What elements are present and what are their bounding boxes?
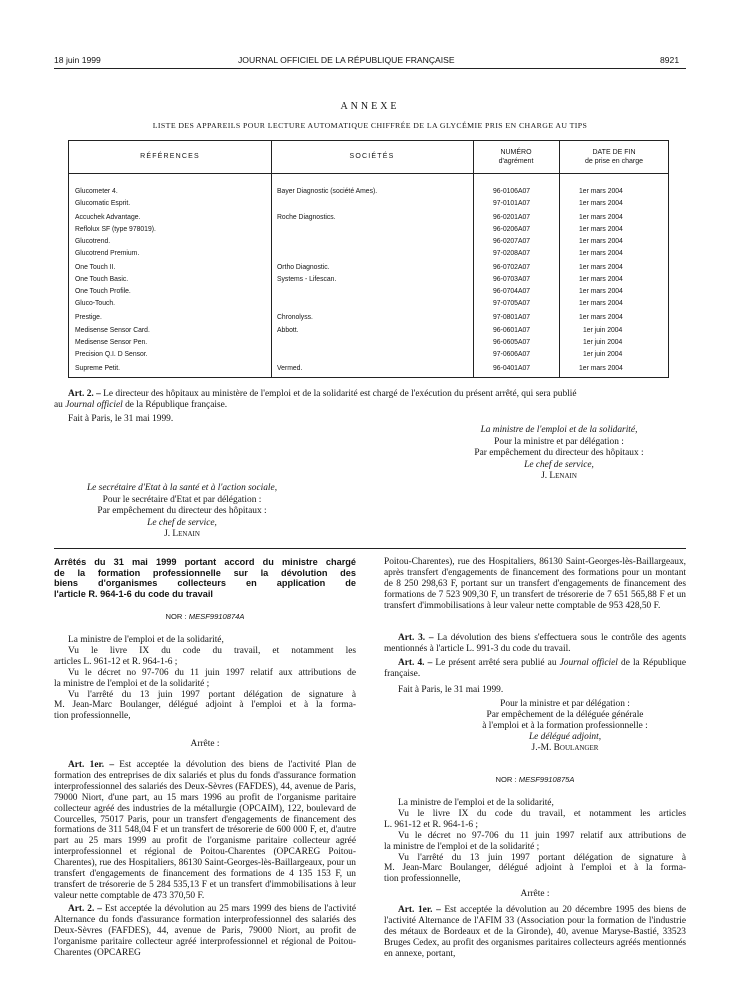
- societe-cell: Roche Diagnostics.: [277, 212, 336, 221]
- date-cell: 1er juin 2004: [583, 337, 623, 346]
- ref-cell: Supreme Petit.: [75, 363, 120, 372]
- page-number: 8921: [660, 55, 680, 65]
- nor-code: MESF9910874A: [188, 612, 245, 621]
- date-cell: 1er mars 2004: [579, 198, 623, 207]
- column-header-numero-line1: NUMÉRO: [500, 149, 532, 156]
- ref-cell: Glucotrend Premium.: [75, 248, 140, 257]
- column-header-numero: [473, 148, 559, 166]
- visa-line: La ministre de l'emploi et de la solidarité,: [68, 635, 224, 645]
- visa-line: M. Jean-Marc Boulanger, délégué adjoint à l'emploi et à la forma-: [384, 863, 686, 874]
- article-label: Art. 1er. –: [398, 905, 441, 915]
- article-text: de la République française.: [384, 658, 687, 679]
- signature-block-secretaire: [54, 483, 310, 541]
- numero-cell: 97-0101A07: [493, 198, 531, 207]
- table-divider: [473, 141, 474, 377]
- arrete-word-2: Arrête :: [520, 889, 550, 899]
- header-rule: [54, 68, 686, 69]
- column-header-date: [559, 148, 669, 166]
- sig-line: Par empêchement du directeur des hôpitaux :: [97, 506, 267, 516]
- sig-title: La ministre de l'emploi et de la solidarité,: [480, 425, 638, 435]
- sig-line: Pour le secrétaire d'Etat et par délégation :: [102, 494, 262, 505]
- arrete-title-line: biens d'organismes collecteurs en application de: [54, 578, 356, 589]
- numero-cell: 96-0401A07: [493, 363, 531, 372]
- article-1-paragraph: [54, 760, 356, 902]
- visa-line: la ministre de l'emploi et de la solidarité ;: [384, 841, 540, 852]
- ref-cell: Medisense Sensor Card.: [75, 325, 150, 334]
- societe-cell: Ortho Diagnostic.: [277, 262, 330, 271]
- visa-line: articles L. 961-12 et R. 964-1-6 ;: [54, 656, 178, 667]
- numero-cell: 97-0208A07: [493, 248, 531, 257]
- ref-cell: One Touch Basic.: [75, 274, 129, 283]
- fait-a-paris-1: Fait à Paris, le 31 mai 1999.: [68, 414, 174, 424]
- date-cell: 1er juin 2004: [583, 349, 623, 358]
- arrete-word-1: Arrête :: [190, 739, 220, 749]
- arrete-title-line: de la formation professionnelle sur la dévolution des: [54, 567, 356, 578]
- sig-name: J.-M. Boulanger: [531, 743, 599, 753]
- numero-cell: 96-0201A07: [493, 212, 531, 221]
- article-2-continued: Poitou-Charentes), rue des Hospitaliers, 86130 Saint-Georges-lès-Baillargeaux, après transfert d'engagements de financement des formations pour un montant de 8 250 298,63 F, portant sur un transfert d'engagements de financement des formations de 7 523 909,30 F, un transfert de trésorerie de 7 651 565,88 F et un transfert d'immobilisations à leur valeur nette comptable de 953 428,50 F.: [384, 557, 686, 611]
- arrete-title-line: Arrêtés du 31 mai 1999 portant accord du ministre chargé: [54, 557, 356, 567]
- numero-cell: 96-0702A07: [493, 262, 531, 271]
- article-text: Est acceptée la dévolution des biens de l'activité Plan de formation des entreprises de dix salariés et plus du fonds d'assurance formation interprofessionnel des salariés des Deux-Sèvres (FAFDES), 44, avenue de Paris, 79000 Niort, d'une part, au 15 mars 1996 au profit de l'organisme paritaire collecteur agréé des industries de la métallurgie (OPCAIM), 122, boulevard de Courcelles, 75017 Paris, pour un transfert d'engagements de financement des formations de 311 548,04 F et un transfert de trésorerie de 600 000 F, et, d'autre part au 25 mars 1999 au profit de l'organisme paritaire collecteur agréé interprofessionnel et régional de Poitou-Charentes (OPCAREG Poitou-Charentes), rue des Hospitaliers, 86130 Saint-Georges-lès-Baillargeaux, pour un transfert d'engagements de financement des formations de 4 135 153 F, un transfert de trésorerie de 5 284 535,13 F et un transfert d'immobilisations à leur valeur nette comptable de 473 370,50 F.: [54, 760, 357, 901]
- table-divider: [271, 141, 272, 377]
- date-cell: 1er mars 2004: [579, 212, 623, 221]
- ref-cell: Accuchek Advantage.: [75, 212, 141, 221]
- numero-cell: 96-0207A07: [493, 236, 531, 245]
- article-1b-paragraph: [384, 905, 686, 960]
- ref-cell: Glucotrend.: [75, 236, 111, 245]
- numero-cell: 96-0704A07: [493, 286, 531, 295]
- nor-2: [384, 775, 686, 784]
- section-rule: [54, 548, 686, 549]
- journal-officiel-ref: Journal officiel: [559, 658, 618, 668]
- nor-label: NOR :: [165, 612, 187, 621]
- art2-text: Le directeur des hôpitaux au ministère de l'emploi et de la solidarité est chargé de l'exécution du présent arrêté, qui sera publié: [103, 389, 577, 399]
- visa-line: tion professionnelle,: [384, 874, 461, 885]
- table-header-rule: [69, 173, 668, 174]
- sig-role: Le chef de service,: [524, 459, 594, 470]
- ref-cell: Precision Q.I. D Sensor.: [75, 349, 148, 358]
- visa-block-2: [384, 798, 686, 885]
- art2-label: Art. 2. –: [68, 389, 101, 399]
- ref-cell: Glucometer 4.: [75, 186, 118, 195]
- date-cell: 1er juin 2004: [583, 325, 623, 334]
- ref-cell: Glucomatic Esprit.: [75, 198, 131, 207]
- numero-cell: 96-0601A07: [493, 325, 531, 334]
- sig-name: J. Lenain: [541, 471, 577, 481]
- numero-cell: 96-0703A07: [493, 274, 531, 283]
- article-text: La dévolution des biens s'effectuera sous le contrôle des agents mentionnés à l'article L. 991-3 du code du travail.: [384, 633, 686, 654]
- annex-table: [68, 140, 669, 378]
- article-text: Le présent arrêté sera publié au: [435, 658, 557, 668]
- sig-line: Pour la ministre et par délégation :: [500, 699, 630, 709]
- date-cell: 1er mars 2004: [579, 363, 623, 372]
- date-cell: 1er mars 2004: [579, 186, 623, 195]
- visa-line: Vu l'arrêté du 13 juin 1997 portant délégation de signature à: [398, 852, 686, 863]
- art2-line2: [54, 400, 227, 411]
- ref-cell: Reflolux SF (type 978019).: [75, 224, 156, 233]
- visa-line: L. 961-12 et R. 964-1-6 ;: [384, 819, 478, 830]
- journal-officiel-ref: Journal officiel: [65, 400, 123, 410]
- column-header-references: RÉFÉRENCES: [140, 153, 200, 160]
- visa-block-1: [54, 635, 356, 722]
- sig-role: Le chef de service,: [147, 517, 217, 528]
- numero-cell: 97-0705A07: [493, 298, 531, 307]
- date-cell: 1er mars 2004: [579, 286, 623, 295]
- sig-line: Pour la ministre et par délégation :: [494, 436, 624, 447]
- visa-line: Vu le livre IX du code du travail, et notamment les: [68, 645, 356, 656]
- article-label: Art. 2. –: [68, 904, 102, 914]
- art2-text-c: de la République française.: [125, 400, 228, 410]
- sig-line: Par empêchement de la déléguée générale: [486, 710, 644, 720]
- visa-line: Vu l'arrêté du 13 juin 1997 portant délégation de signature à: [68, 689, 356, 700]
- annex-subtitle: LISTE DES APPAREILS POUR LECTURE AUTOMATIQUE CHIFFRÉE DE LA GLYCÉMIE PRIS EN CHARGE AU TIPS: [152, 121, 588, 130]
- article-3-paragraph: [384, 633, 686, 655]
- nor-label: NOR :: [495, 775, 517, 784]
- sig-title: Le secrétaire d'Etat à la santé et à l'action sociale,: [86, 483, 278, 493]
- numero-cell: 97-0606A07: [493, 349, 531, 358]
- article-label: Art. 4. –: [398, 658, 433, 668]
- article-text: Est acceptée la dévolution au 25 mars 1999 des biens de l'activité Alternance du fonds d'assurance formation interprofessionnel des salariés des Deux-Sèvres (FAFDES), 44, avenue de Paris, 79000 Niort, au profit de l'organisme paritaire collecteur agréé interprofessionnel et régional de Poitou-Charentes (OPCAREG: [54, 904, 357, 958]
- fait-a-paris-2: Fait à Paris, le 31 mai 1999.: [398, 685, 504, 695]
- annex-title: ANNEXE: [340, 101, 400, 112]
- signature-block-delegue: [440, 699, 690, 754]
- visa-line: Vu le décret no 97-706 du 11 juin 1997 relatif aux attributions de: [398, 830, 686, 841]
- column-header-date-line2: de prise en charge: [585, 158, 643, 165]
- numero-cell: 96-0106A07: [493, 186, 531, 195]
- table-divider: [559, 141, 560, 377]
- column-header-societes: SOCIÉTÉS: [349, 153, 395, 160]
- sig-line: Par empêchement du directeur des hôpitaux :: [474, 448, 644, 458]
- societe-cell: Chronolyss.: [277, 312, 313, 321]
- societe-cell: Vermed.: [277, 363, 303, 372]
- numero-cell: 96-0206A07: [493, 224, 531, 233]
- article-text: Est acceptée la dévolution au 20 décembre 1995 des biens de l'activité Alternance de l'AFIM 33 (Association pour la formation de l'industrie des métaux de Bordeaux et de la Gironde), 40, avenue Maryse-Bastié, 33523 Bruges Cedex, au profit des organismes paritaires collecteurs agréés mentionnés en annexe, portant,: [384, 905, 687, 959]
- date-cell: 1er mars 2004: [579, 274, 623, 283]
- visa-line: la ministre de l'emploi et de la solidarité ;: [54, 678, 210, 689]
- nor-1: [54, 612, 356, 621]
- nor-code: MESF9910875A: [518, 775, 575, 784]
- ref-cell: Medisense Sensor Pen.: [75, 337, 148, 346]
- visa-line: Vu le décret no 97-706 du 11 juin 1997 relatif aux attributions de: [68, 667, 356, 678]
- sig-role: Le délégué adjoint,: [528, 732, 602, 742]
- signature-block-ministre: [440, 425, 678, 483]
- ref-cell: Prestige.: [75, 312, 102, 321]
- art2-text-a: au: [54, 400, 63, 410]
- date-cell: 1er mars 2004: [579, 262, 623, 271]
- visa-line: M. Jean-Marc Boulanger, délégué adjoint à l'emploi et à la forma-: [54, 700, 356, 711]
- numero-cell: 97-0801A07: [493, 312, 531, 321]
- visa-line: Vu le livre IX du code du travail, et notamment les articles: [398, 808, 686, 819]
- article-label: Art. 3. –: [398, 633, 434, 643]
- header-date: 18 juin 1999: [54, 55, 101, 65]
- column-header-date-line1: DATE DE FIN: [592, 149, 636, 156]
- arrete-title: [54, 557, 356, 599]
- journal-title: JOURNAL OFFICIEL DE LA RÉPUBLIQUE FRANÇAISE: [238, 55, 455, 65]
- ref-cell: Gluco-Touch.: [75, 298, 116, 307]
- date-cell: 1er mars 2004: [579, 236, 623, 245]
- sig-name: J. Lenain: [164, 529, 200, 539]
- sig-line: à l'emploi et à la formation professionnelle :: [482, 721, 648, 731]
- date-cell: 1er mars 2004: [579, 312, 623, 321]
- numero-cell: 96-0605A07: [493, 337, 531, 346]
- column-header-numero-line2: d'agrément: [498, 158, 534, 165]
- article-2-paragraph: [54, 904, 356, 959]
- article-label: Art. 1er. –: [68, 760, 115, 770]
- societe-cell: Abbott.: [277, 325, 299, 334]
- article-4-paragraph: [384, 658, 686, 680]
- visa-line: tion professionnelle,: [54, 711, 131, 722]
- ref-cell: One Touch Profile.: [75, 286, 131, 295]
- societe-cell: Bayer Diagnostic (société Ames).: [277, 186, 378, 195]
- visa-line: La ministre de l'emploi et de la solidarité,: [398, 798, 554, 808]
- arrete-title-line: l'article R. 964-1-6 du code du travail: [54, 588, 213, 599]
- societe-cell: Systems - Lifescan.: [277, 274, 337, 283]
- ref-cell: One Touch II.: [75, 262, 116, 271]
- art2-line1: [68, 389, 577, 400]
- date-cell: 1er mars 2004: [579, 224, 623, 233]
- date-cell: 1er mars 2004: [579, 298, 623, 307]
- date-cell: 1er mars 2004: [579, 248, 623, 257]
